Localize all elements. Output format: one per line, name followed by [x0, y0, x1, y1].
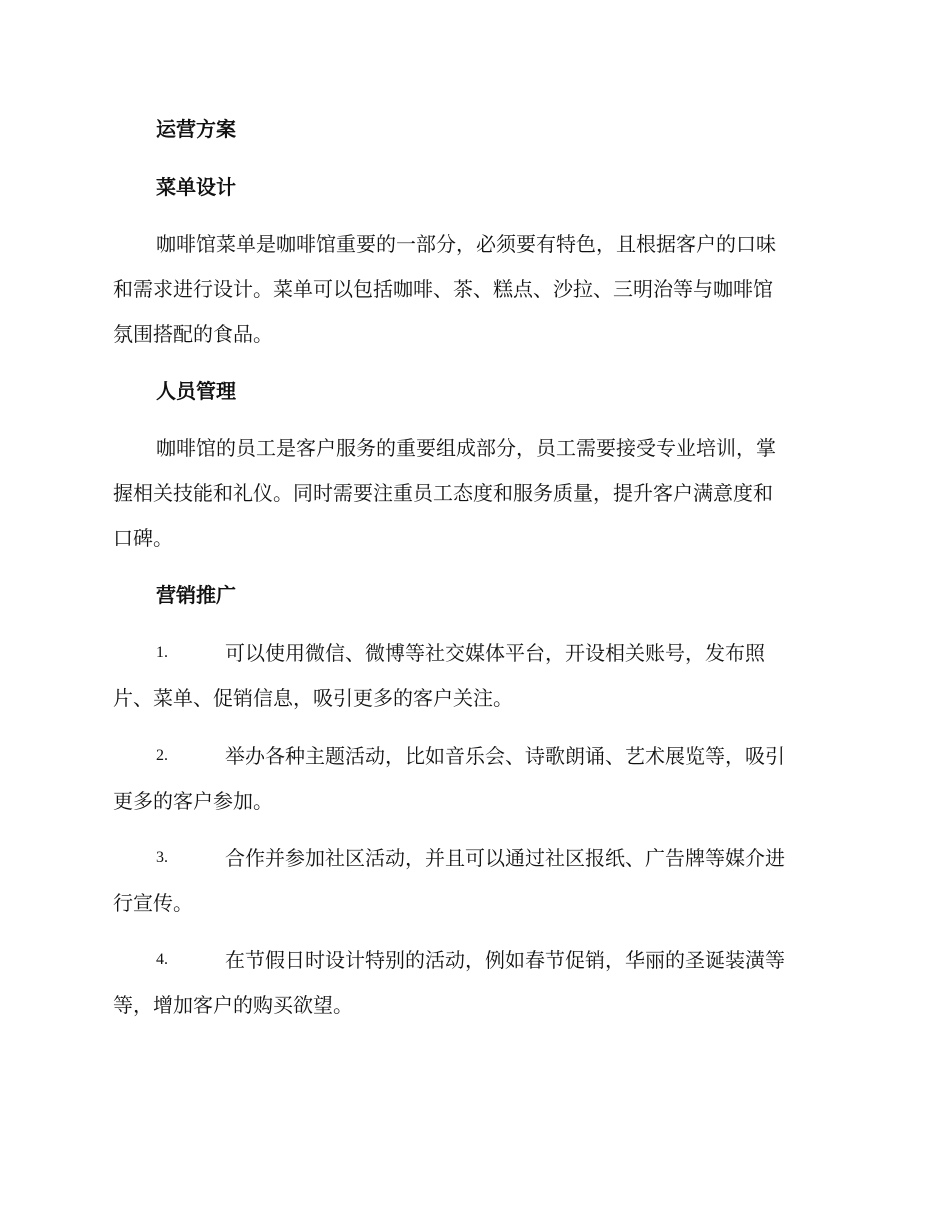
list-item-number: 3. — [156, 849, 168, 866]
paragraph-line: 咖啡馆菜单是咖啡馆重要的一部分，必须要有特色，且根据客户的口味 — [156, 232, 776, 256]
list-item-line: 合作并参加社区活动，并且可以通过社区报纸、广告牌等媒介进 — [225, 846, 785, 870]
document-title: 运营方案 — [156, 117, 236, 141]
section-heading-marketing: 营销推广 — [156, 583, 236, 607]
section-heading-staff-management: 人员管理 — [156, 379, 236, 403]
paragraph-line: 氛围搭配的食品。 — [113, 322, 273, 346]
list-item-line: 在节假日时设计特别的活动，例如春节促销，华丽的圣诞装潢等 — [225, 948, 785, 972]
list-item-number: 4. — [156, 951, 168, 968]
paragraph-line: 握相关技能和礼仪。同时需要注重员工态度和服务质量，提升客户满意度和 — [113, 481, 773, 505]
list-item-line: 片、菜单、促销信息，吸引更多的客户关注。 — [113, 686, 513, 710]
list-item-number: 1. — [156, 644, 168, 661]
list-item-line: 可以使用微信、微博等社交媒体平台，开设相关账号，发布照 — [225, 641, 765, 665]
list-item-line: 等，增加客户的购买欲望。 — [113, 993, 353, 1017]
paragraph-line: 咖啡馆的员工是客户服务的重要组成部分，员工需要接受专业培训，掌 — [156, 436, 776, 460]
list-item-number: 2. — [156, 747, 168, 764]
section-heading-menu-design: 菜单设计 — [156, 175, 236, 199]
list-item-line: 更多的客户参加。 — [113, 789, 273, 813]
paragraph-line: 口碑。 — [113, 526, 173, 550]
list-item-line: 行宣传。 — [113, 891, 193, 915]
list-item-line: 举办各种主题活动，比如音乐会、诗歌朗诵、艺术展览等，吸引 — [225, 744, 785, 768]
paragraph-line: 和需求进行设计。菜单可以包括咖啡、茶、糕点、沙拉、三明治等与咖啡馆 — [113, 277, 773, 301]
